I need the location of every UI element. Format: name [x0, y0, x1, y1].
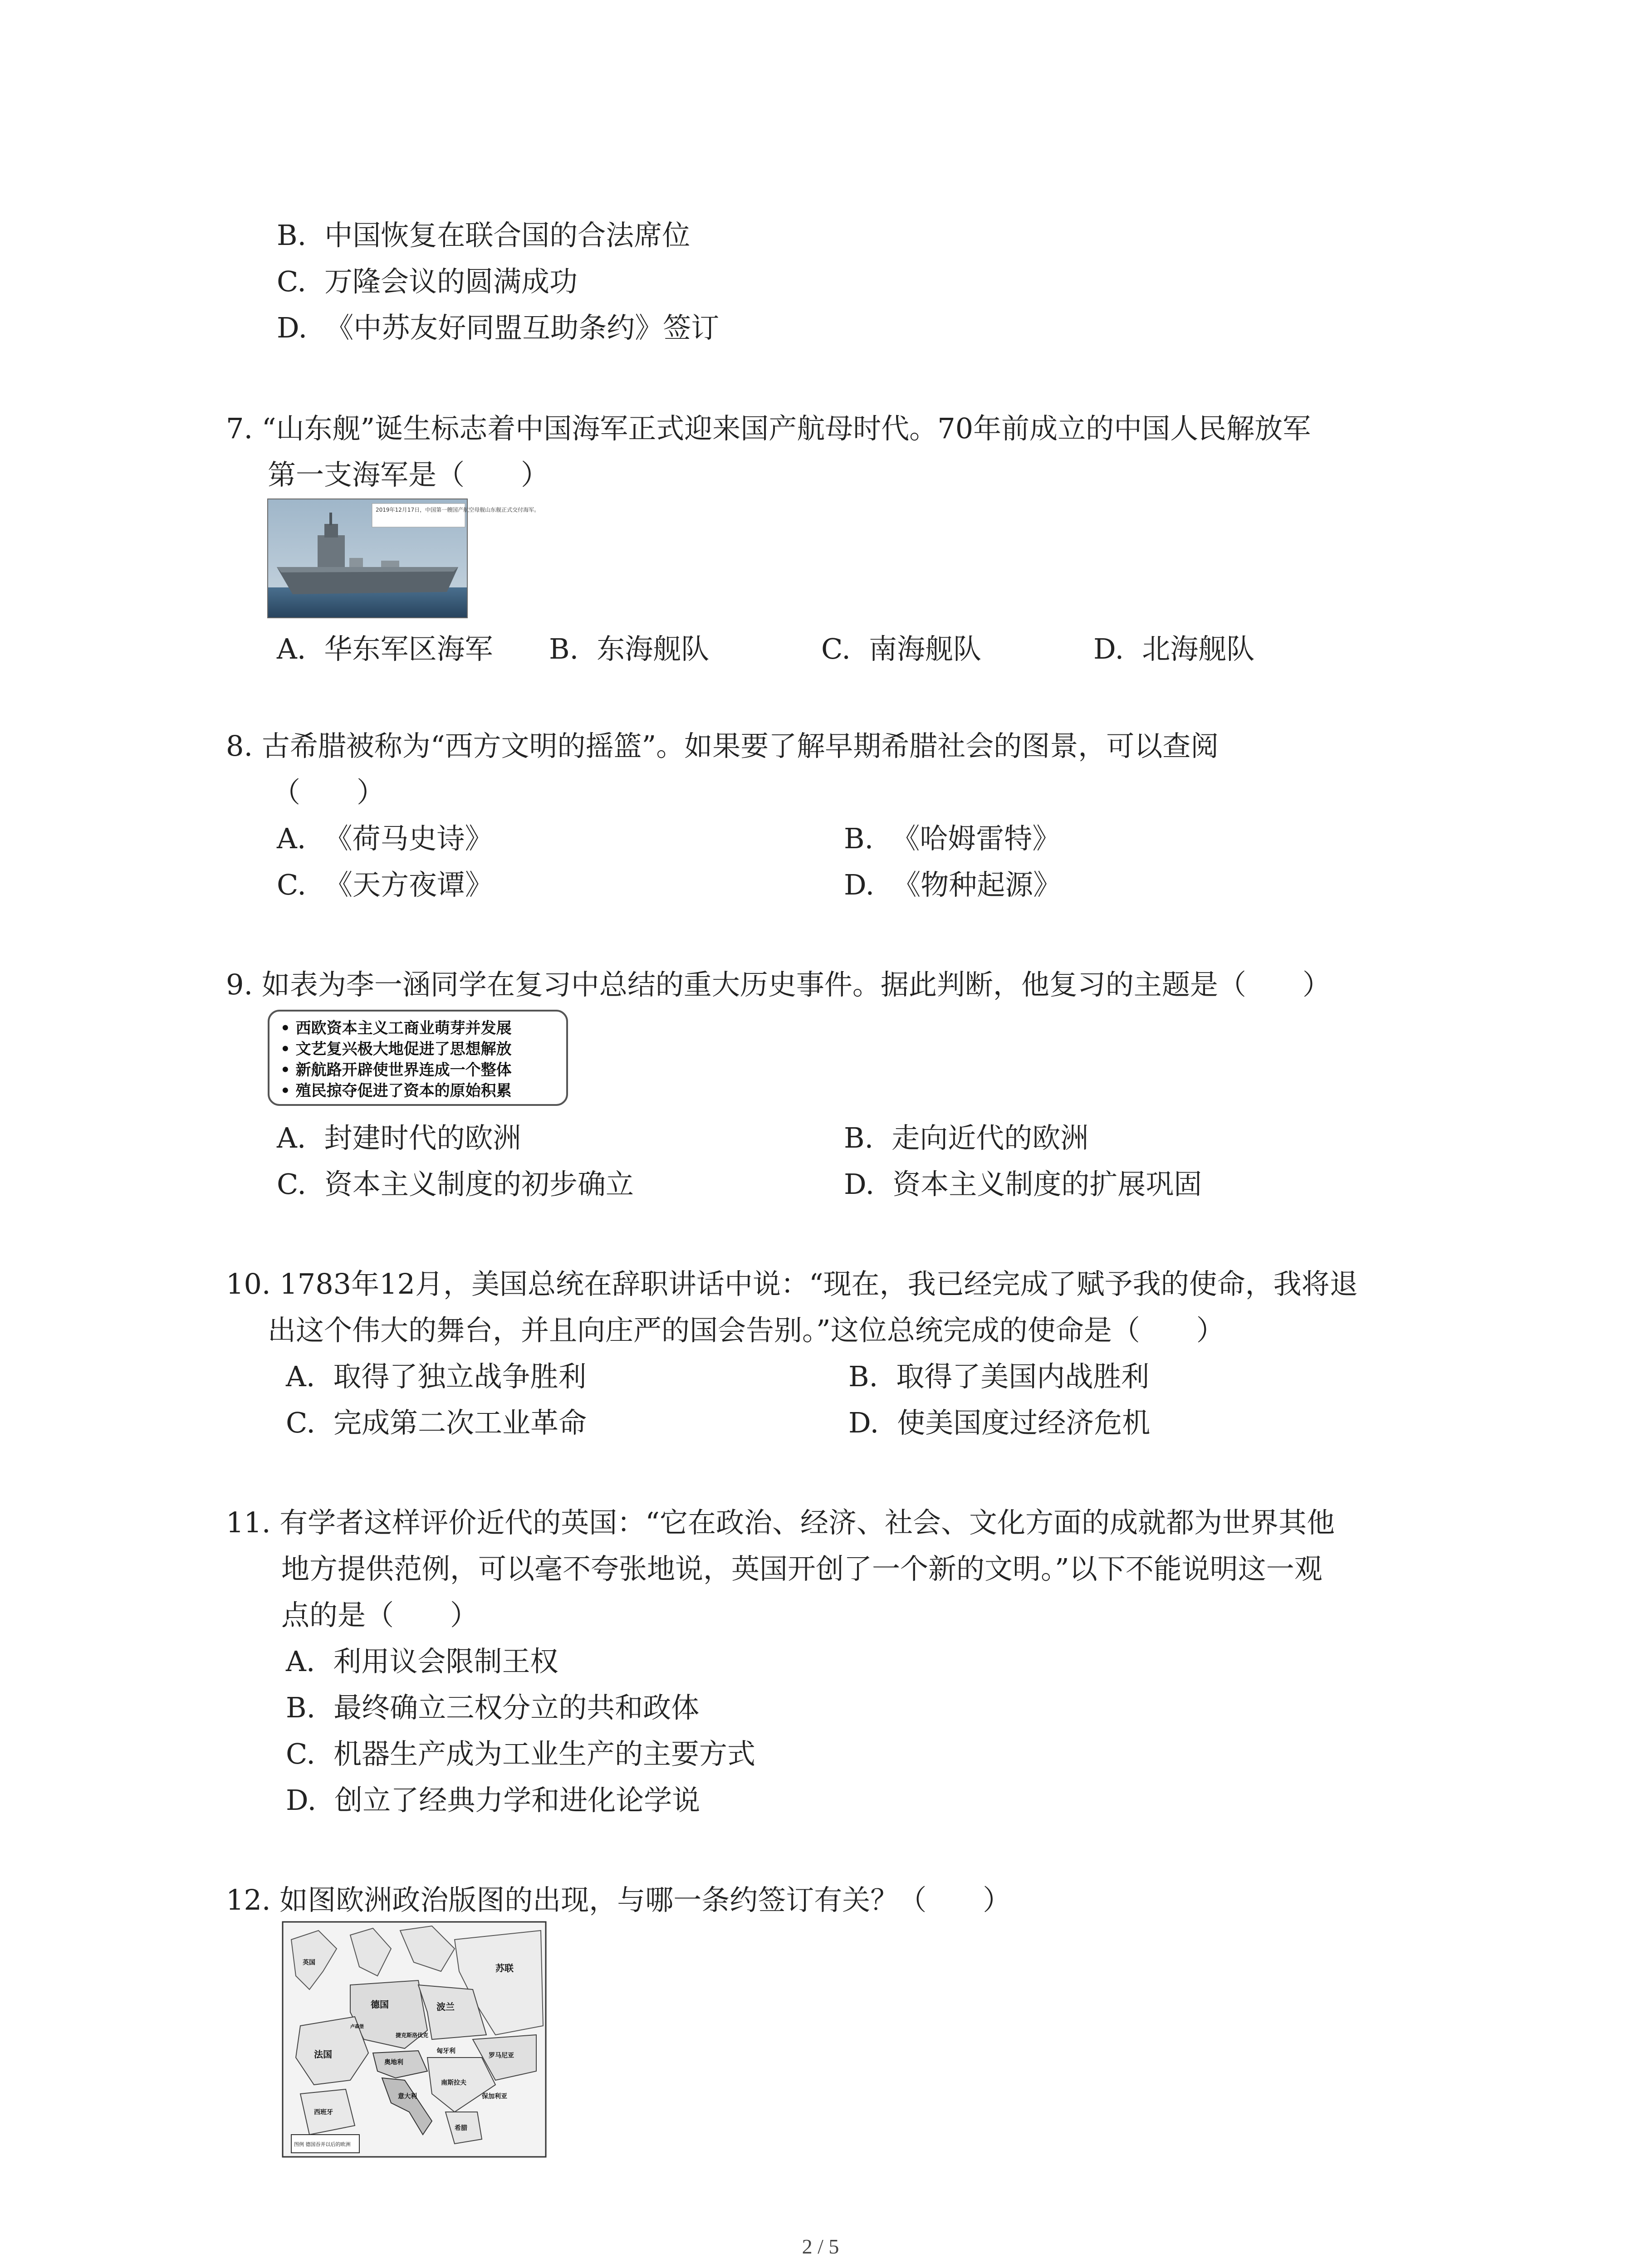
- map-label-germany: 德国: [371, 1999, 389, 2010]
- aircraft-carrier-photo: [268, 499, 540, 618]
- table-row: • 西欧资本主义工商业萌芽并发展: [280, 1019, 512, 1037]
- q9-stem-line1: 9. 如表为李一涵同学在复习中总结的重大历史事件。据此判断，他复习的主题是（ ）: [226, 968, 1331, 1001]
- q12-stem-line1: 12. 如图欧洲政治版图的出现，与哪一条约签订有关？（ ）: [226, 1883, 1011, 1916]
- q10-option-c: C. 完成第二次工业革命: [286, 1406, 587, 1439]
- map-label-poland: 波兰: [436, 2001, 455, 2012]
- q10-option-b: B. 取得了美国内战胜利: [848, 1360, 1150, 1393]
- q11-stem-line2: 地方提供范例，可以毫不夸张地说，英国开创了一个新的文明。”以下不能说明这一观: [281, 1552, 1323, 1585]
- photo-caption: 2019年12月17日，中国第一艘国产航空母舰山东舰正式交付海军。: [376, 507, 540, 513]
- q11-option-c: C. 机器生产成为工业生产的主要方式: [286, 1737, 755, 1770]
- map-label-france: 法国: [314, 2049, 332, 2060]
- europe-political-map: [282, 1921, 546, 2157]
- q8-stem-line1: 8. 古希腊被称为“西方文明的摇篮”。如果要了解早期希腊社会的图景，可以查阅: [226, 729, 1219, 763]
- table-row: • 殖民掠夺促进了资本的原始积累: [280, 1082, 512, 1100]
- map-label-italy: 意大利: [398, 2093, 417, 2100]
- q11-stem-line1: 11. 有学者这样评价近代的英国：“它在政治、经济、社会、文化方面的成就都为世界其他: [226, 1506, 1335, 1539]
- map-label-greece: 希腊: [455, 2125, 467, 2132]
- q7-stem-line2: 第一支海军是（ ）: [268, 458, 549, 491]
- map-label-austria: 奥地利: [384, 2059, 403, 2066]
- q7-option-a: A. 华东军区海军: [277, 632, 493, 665]
- q11-option-a: A. 利用议会限制王权: [286, 1645, 558, 1678]
- q9-summary-table: [268, 1010, 568, 1106]
- q9-option-b: B. 走向近代的欧洲: [844, 1121, 1089, 1154]
- q11-option-d: D. 创立了经典力学和进化论学说: [286, 1784, 700, 1817]
- map-label-yugoslavia: 南斯拉夫: [441, 2079, 466, 2087]
- q11-option-b: B. 最终确立三权分立的共和政体: [286, 1691, 700, 1724]
- q10-stem-line2: 出这个伟大的舞台，并且向庄严的国会告别。”这位总统完成的使命是（ ）: [268, 1314, 1225, 1347]
- q10-stem-line1: 10. 1783年12月，美国总统在辞职讲话中说：“现在，我已经完成了赋予我的使命，我将退: [226, 1267, 1358, 1300]
- q6-option-c: C. 万隆会议的圆满成功: [277, 265, 578, 298]
- q8-stem-line2: （ ）: [272, 776, 385, 809]
- q7-option-c: C. 南海舰队: [821, 632, 981, 665]
- q10-option-a: A. 取得了独立战争胜利: [286, 1360, 587, 1393]
- q8-option-d: D. 《物种起源》: [844, 868, 1062, 901]
- map-legend: 图例 德国吞并以后的欧洲: [294, 2141, 351, 2147]
- table-row: • 文艺复兴极大地促进了思想解放: [280, 1040, 512, 1058]
- q7-option-b: B. 东海舰队: [549, 632, 710, 665]
- page-number: 2 / 5: [802, 2235, 839, 2258]
- q7-option-d: D. 北海舰队: [1093, 632, 1255, 665]
- q7-stem-line1: 7. “山东舰”诞生标志着中国海军正式迎来国产航母时代。70年前成立的中国人民解放军: [226, 412, 1311, 445]
- q9-option-d: D. 资本主义制度的扩展巩固: [844, 1168, 1202, 1201]
- map-label-spain: 西班牙: [314, 2109, 333, 2116]
- q8-option-c: C. 《天方夜谭》: [277, 868, 493, 901]
- map-label-bulgaria: 保加利亚: [482, 2093, 507, 2100]
- map-label-czechoslovakia: 捷克斯洛伐克: [396, 2032, 429, 2038]
- map-label-ussr: 苏联: [495, 1963, 514, 1974]
- map-label-luxembourg: 卢森堡: [350, 2024, 364, 2029]
- q9-option-c: C. 资本主义制度的初步确立: [277, 1168, 634, 1201]
- map-label-romania: 罗马尼亚: [489, 2052, 514, 2059]
- map-label-hungary: 匈牙利: [436, 2048, 456, 2055]
- q6-option-d: D. 《中苏友好同盟互助条约》签订: [277, 311, 720, 344]
- map-label-britain: 英国: [303, 1959, 315, 1966]
- q9-option-a: A. 封建时代的欧洲: [277, 1121, 521, 1154]
- q8-option-b: B. 《哈姆雷特》: [844, 822, 1061, 855]
- q8-option-a: A. 《荷马史诗》: [277, 822, 493, 855]
- q11-stem-line3: 点的是（ ）: [281, 1598, 479, 1632]
- q6-option-b: B. 中国恢复在联合国的合法席位: [277, 219, 691, 252]
- q10-option-d: D. 使美国度过经济危机: [848, 1406, 1151, 1439]
- table-row: • 新航路开辟使世界连成一个整体: [280, 1061, 512, 1079]
